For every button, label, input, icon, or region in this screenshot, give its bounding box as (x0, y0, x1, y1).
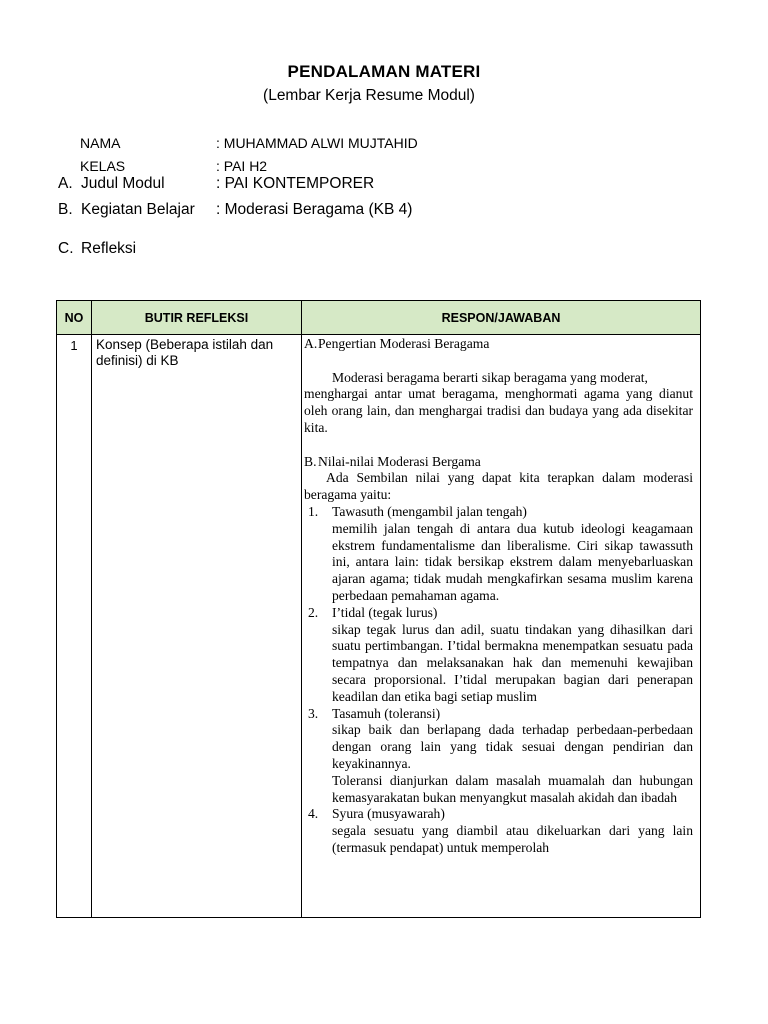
nama-value: : MUHAMMAD ALWI MUJTAHID (216, 135, 418, 151)
row-number: 1 (70, 338, 78, 353)
response-heading-a (304, 336, 693, 353)
butir-text: Konsep (Beberapa istilah dan definisi) di KB (96, 337, 274, 368)
heading-a-title: Pengertian Moderasi Beragama (318, 336, 490, 351)
cell-butir (92, 335, 302, 918)
table-row (57, 335, 701, 918)
table-header-row (57, 301, 701, 335)
values-intro: Ada Sembilan nilai yang dapat kita terapkan dalam moderasi beragama yaitu: (304, 470, 693, 503)
header-respon-jawaban: RESPON/JAWABAN (302, 301, 701, 335)
page-title: PENDALAMAN MATERI (287, 62, 481, 81)
item-title: Syura (musyawarah) (332, 806, 445, 822)
item-description: Toleransi dianjurkan dalam masalah muamalah dan hubungan kemasyarakatan bukan menyangkut masalah akidah dan ibadah (332, 772, 693, 805)
response-content (302, 335, 700, 917)
list-item (304, 706, 693, 807)
section-a-marker: A. (58, 175, 73, 192)
list-item (304, 806, 693, 856)
kelas-value: : PAI H2 (216, 158, 268, 174)
item-title: Tasamuh (toleransi) (332, 705, 441, 721)
heading-b-title: Nilai-nilai Moderasi Bergama (318, 453, 481, 469)
section-a-label: Judul Modul (81, 175, 165, 192)
cell-respon (302, 335, 701, 918)
section-a-value: : PAI KONTEMPORER (216, 175, 375, 192)
item-number: 2. (308, 604, 319, 620)
nama-label: NAMA (80, 135, 121, 151)
definition-paragraph-1: Moderasi beragama berarti sikap beragama yang moderat, (332, 369, 648, 385)
section-b-label: Kegiatan Belajar (81, 201, 195, 218)
item-number: 1. (308, 503, 319, 519)
kelas-label: KELAS (80, 158, 126, 174)
item-description: segala sesuatu yang diambil atau dikeluarkan dari yang lain (termasuk pendapat) untuk memperolah (332, 823, 693, 855)
item-number: 4. (308, 806, 319, 822)
item-description: sikap baik dan berlapang dada terhadap perbedaan-perbedaan dengan orang lain yang tidak sesuai dengan pendirian dan keyakinannya. (332, 722, 693, 771)
list-item (304, 605, 693, 706)
section-c-marker: C. (58, 240, 74, 257)
item-title: I’tidal (tegak lurus) (332, 604, 438, 620)
item-title: Tawasuth (mengambil jalan tengah) (332, 503, 527, 519)
item-number: 3. (308, 705, 319, 721)
response-heading-b (304, 454, 693, 471)
item-description: sikap tegak lurus dan adil, suatu tindakan yang dihasilkan dari suatu pertimbangan. I’tidal bermakna menempatkan sesuatu pada tempatnya dan melaksanakan hak dan memenuhi kewajiban secara proporsional. I’tidal merupakan bagian dari penerapan keadilan dan etika bagi setiap muslim (332, 621, 693, 704)
header-butir-refleksi: BUTIR REFLEKSI (92, 301, 302, 335)
item-description: memilih jalan tengah di antara dua kutub ideologi keagamaan ekstrem fundamentalisme dan liberalisme. Ciri sikap tawassuth ini, antara lain: tidak bersikap ekstrem dalam menyebarluaskan ajaran agama; tidak mudah mengkafirkan sesama muslim karena perbedaan pemahaman agama. (332, 520, 693, 603)
definition-paragraph-2: menghargai antar umat beragama, menghormati agama yang dianut oleh orang lain, dan menghargai tradisi dan budaya yang ada disekitar kita. (304, 386, 693, 435)
heading-b-marker: B. (304, 453, 317, 469)
section-b-value: : Moderasi Beragama (KB 4) (216, 201, 413, 218)
section-b-marker: B. (58, 201, 73, 218)
cell-no (57, 335, 92, 918)
reflection-table (56, 300, 701, 918)
page-subtitle: (Lembar Kerja Resume Modul) (263, 87, 475, 104)
section-c-label: Refleksi (81, 240, 137, 257)
heading-a-marker: A. (304, 336, 318, 351)
header-no: NO (57, 301, 92, 335)
list-item (304, 504, 693, 605)
